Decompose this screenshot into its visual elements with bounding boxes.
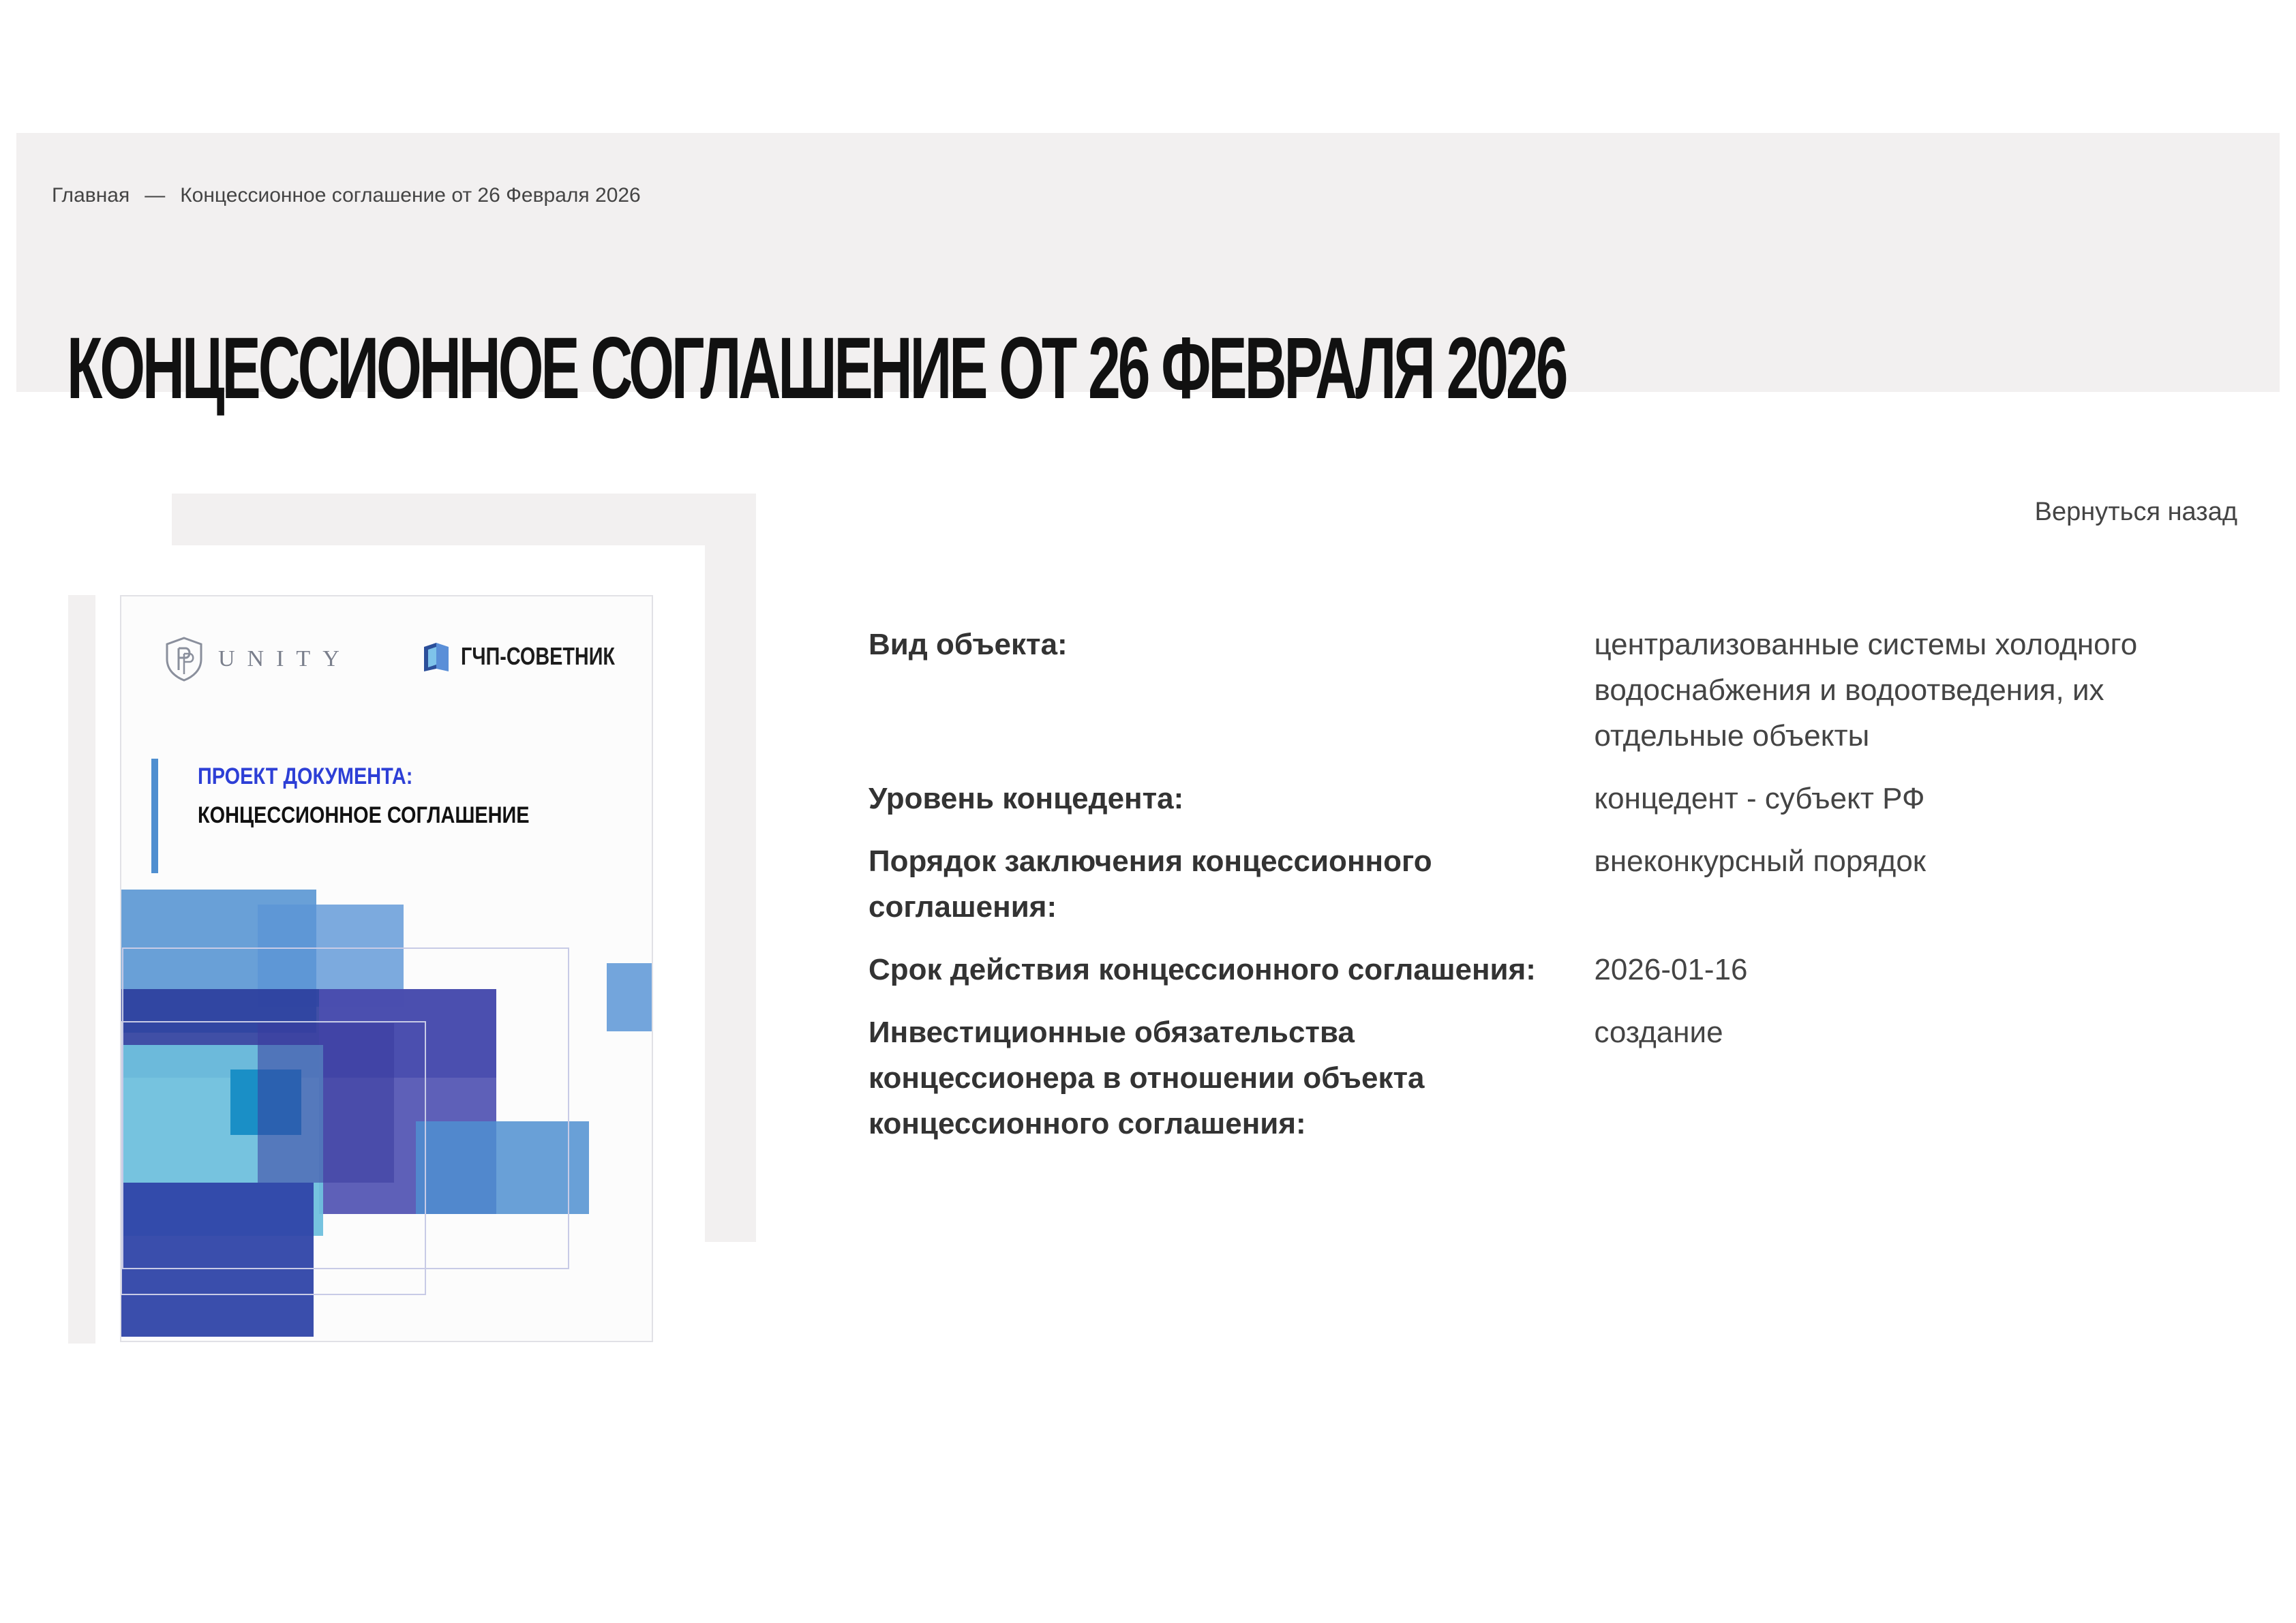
document-accent-bar [151,759,158,873]
document-cover-art [121,890,653,1342]
back-link[interactable]: Вернуться назад [2034,498,2237,526]
detail-value: концедент - субъект РФ [1594,782,1925,815]
detail-value: централизованные системы холодного водоснабжения и водоотведения, их отдельные объекты [1594,628,2138,753]
detail-row [868,1010,2232,1164]
document-subtitle: КОНЦЕССИОННОЕ СОГЛАШЕНИЕ [198,802,530,828]
detail-value: 2026-01-16 [1594,953,1748,986]
page-title: КОНЦЕССИОННОЕ СОГЛАШЕНИЕ ОТ 26 ФЕВРАЛЯ 2026 [67,319,1566,417]
detail-value: создание [1594,1016,1723,1049]
document-preview[interactable] [120,595,653,1342]
detail-row [868,838,2232,947]
document-kicker: ПРОЕКТ ДОКУМЕНТА: [198,763,413,789]
gchp-book-icon [421,640,451,673]
breadcrumb-current: Концессионное соглашение от 26 Февраля 2026 [180,184,641,207]
detail-label: Срок действия концессионного соглашения: [868,953,1536,986]
detail-row [868,947,2232,1010]
gchp-logo-text: ГЧП-СОВЕТНИК [461,642,616,670]
detail-label: Инвестиционные обязательства концессионера в отношении объекта концессионного соглашения: [868,1016,1425,1140]
detail-row [868,622,2232,776]
breadcrumb-separator: — [145,184,166,207]
gchp-logo [421,640,653,673]
details-table [868,622,2232,1164]
detail-label: Уровень концедента: [868,782,1184,815]
unity-logo [164,636,352,682]
breadcrumb-home-link[interactable]: Главная [52,184,130,207]
detail-row [868,776,2232,838]
breadcrumb [52,184,641,207]
unity-logo-text: UNITY [218,646,352,671]
detail-label: Порядок заключения концессионного соглашения: [868,845,1432,924]
detail-value: внеконкурсный порядок [1594,845,1927,878]
unity-shield-icon [164,636,205,682]
detail-label: Вид объекта: [868,628,1068,661]
